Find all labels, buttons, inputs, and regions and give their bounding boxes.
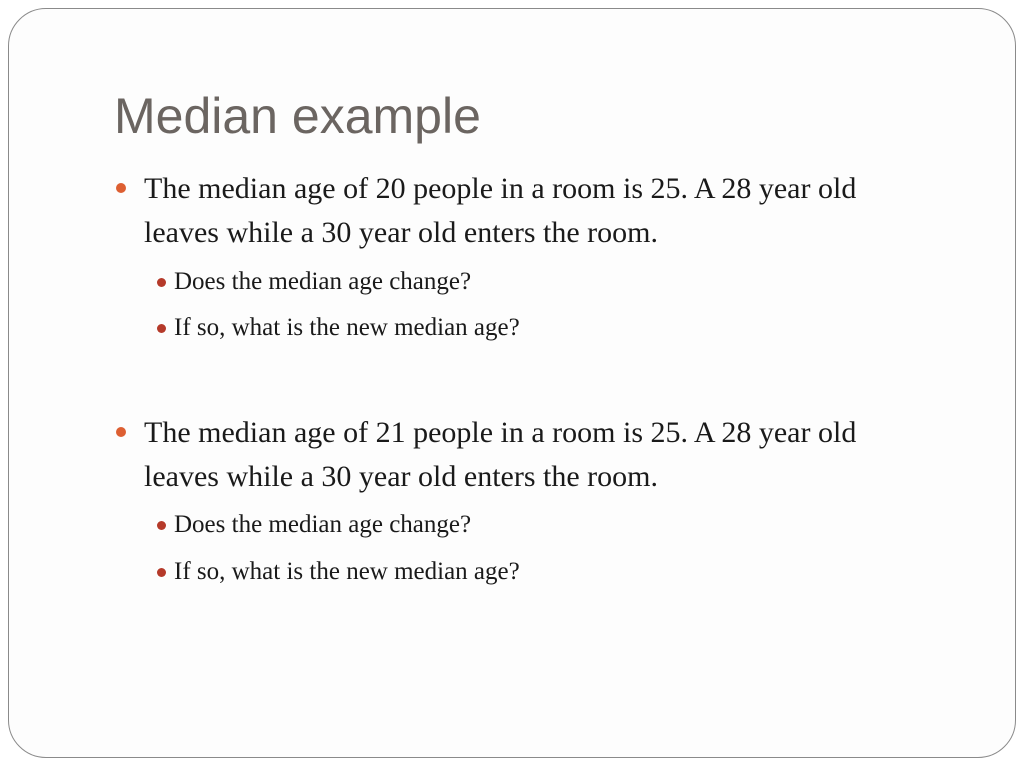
bullet-text-line: leaves while a 30 year old enters the room.	[144, 460, 658, 493]
bullet-text-line: The median age of 21 people in a room is 25. A 28 year old	[144, 416, 857, 449]
sub-bullet-item: If so, what is the new median age?	[174, 314, 520, 341]
sub-bullet-dot-icon	[157, 521, 166, 530]
bullet-text-line: The median age of 20 people in a room is 25. A 28 year old	[144, 172, 857, 205]
bullet-dot-icon	[116, 183, 126, 193]
sub-bullet-item: Does the median age change?	[174, 511, 472, 538]
sub-bullet-item: If so, what is the new median age?	[174, 558, 520, 585]
bullet-item	[144, 167, 964, 255]
sub-bullet-item: Does the median age change?	[174, 268, 472, 295]
slide-title: Median example	[114, 88, 481, 144]
sub-bullet-dot-icon	[157, 278, 166, 287]
bullet-text-line: leaves while a 30 year old enters the room.	[144, 216, 658, 249]
sub-bullet-dot-icon	[157, 568, 166, 577]
bullet-item	[144, 411, 964, 499]
bullet-dot-icon	[116, 427, 126, 437]
sub-bullet-dot-icon	[157, 324, 166, 333]
